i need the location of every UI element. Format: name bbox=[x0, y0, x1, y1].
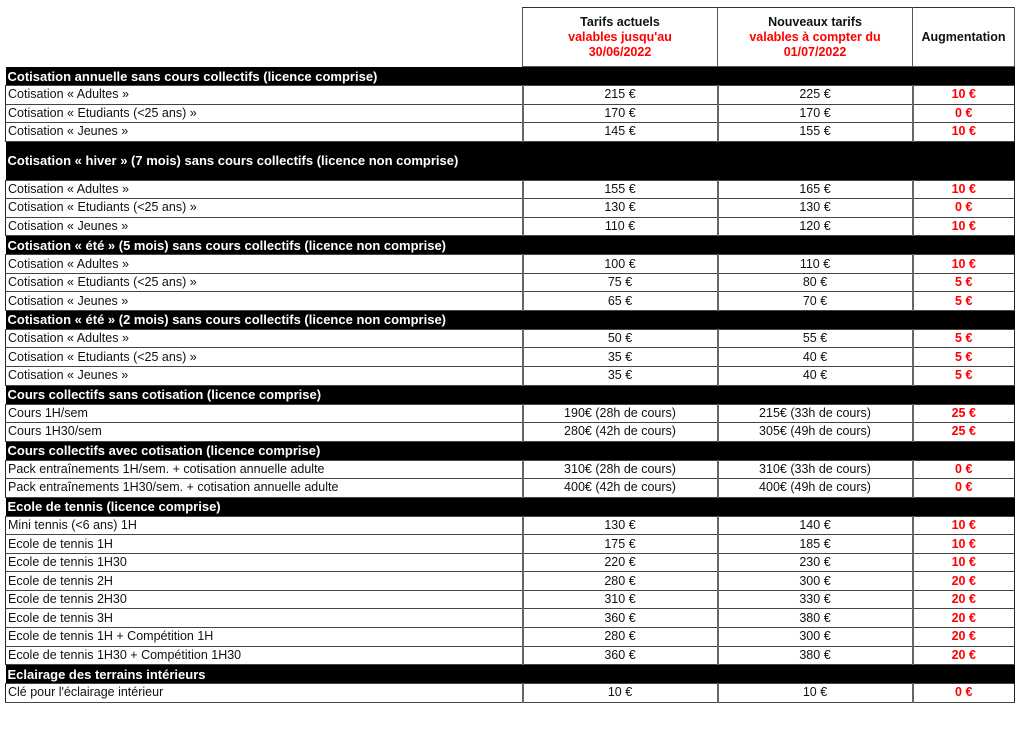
row-label: Cotisation « Jeunes » bbox=[6, 292, 523, 311]
current-price: 360 € bbox=[523, 646, 718, 665]
header-current-date: 30/06/2022 bbox=[588, 44, 652, 59]
section-header-row bbox=[6, 385, 1015, 404]
section-header-row bbox=[6, 441, 1015, 460]
table-row bbox=[6, 86, 1015, 105]
table-body bbox=[6, 67, 1015, 703]
current-price: 170 € bbox=[523, 104, 718, 123]
current-price: 360 € bbox=[523, 609, 718, 628]
current-price: 130 € bbox=[523, 516, 718, 535]
row-label: Ecole de tennis 2H bbox=[6, 572, 523, 591]
row-label: Cotisation « Jeunes » bbox=[6, 367, 523, 386]
current-price: 75 € bbox=[523, 273, 718, 292]
row-label: Cotisation « Etudiants (<25 ans) » bbox=[6, 104, 523, 123]
table-row bbox=[6, 348, 1015, 367]
table-row bbox=[6, 553, 1015, 572]
current-price: 280€ (42h de cours) bbox=[523, 423, 718, 442]
table-row bbox=[6, 367, 1015, 386]
current-price: 110 € bbox=[523, 217, 718, 236]
header-blank-cell bbox=[6, 8, 523, 67]
row-label: Pack entraînements 1H/sem. + cotisation annuelle adulte bbox=[6, 460, 523, 479]
price-increase: 25 € bbox=[913, 423, 1015, 442]
new-price: 310€ (33h de cours) bbox=[718, 460, 913, 479]
table-header-row bbox=[6, 8, 1015, 67]
row-label: Cotisation « Adultes » bbox=[6, 329, 523, 348]
price-increase: 20 € bbox=[913, 590, 1015, 609]
price-increase: 10 € bbox=[913, 217, 1015, 236]
new-price: 225 € bbox=[718, 86, 913, 105]
table-row bbox=[6, 646, 1015, 665]
header-new-date: 01/07/2022 bbox=[783, 44, 847, 59]
section-title: Cotisation annuelle sans cours collectifs (licence comprise) bbox=[6, 67, 1015, 86]
table-row bbox=[6, 684, 1015, 703]
price-increase: 10 € bbox=[913, 516, 1015, 535]
new-price: 40 € bbox=[718, 348, 913, 367]
row-label: Mini tennis (<6 ans) 1H bbox=[6, 516, 523, 535]
current-price: 280 € bbox=[523, 572, 718, 591]
row-label: Cotisation « Adultes » bbox=[6, 180, 523, 199]
table-row bbox=[6, 628, 1015, 647]
current-price: 215 € bbox=[523, 86, 718, 105]
table-row bbox=[6, 516, 1015, 535]
row-label: Cours 1H/sem bbox=[6, 404, 523, 423]
price-increase: 10 € bbox=[913, 123, 1015, 142]
price-increase: 10 € bbox=[913, 553, 1015, 572]
price-increase: 20 € bbox=[913, 646, 1015, 665]
row-label: Cotisation « Jeunes » bbox=[6, 123, 523, 142]
new-price: 165 € bbox=[718, 180, 913, 199]
table-row bbox=[6, 292, 1015, 311]
price-increase: 0 € bbox=[913, 199, 1015, 218]
section-title: Cours collectifs avec cotisation (licence comprise) bbox=[6, 441, 1015, 460]
row-label: Cotisation « Adultes » bbox=[6, 86, 523, 105]
current-price: 280 € bbox=[523, 628, 718, 647]
new-price: 330 € bbox=[718, 590, 913, 609]
new-price: 300 € bbox=[718, 572, 913, 591]
row-label: Ecole de tennis 1H + Compétition 1H bbox=[6, 628, 523, 647]
current-price: 310 € bbox=[523, 590, 718, 609]
new-price: 215€ (33h de cours) bbox=[718, 404, 913, 423]
price-increase: 10 € bbox=[913, 255, 1015, 274]
table-row bbox=[6, 590, 1015, 609]
current-price: 35 € bbox=[523, 367, 718, 386]
current-price: 65 € bbox=[523, 292, 718, 311]
row-label: Cotisation « Etudiants (<25 ans) » bbox=[6, 273, 523, 292]
new-price: 55 € bbox=[718, 329, 913, 348]
new-price: 80 € bbox=[718, 273, 913, 292]
current-price: 310€ (28h de cours) bbox=[523, 460, 718, 479]
section-title: Cotisation « hiver » (7 mois) sans cours collectifs (licence non comprise) bbox=[6, 141, 1015, 180]
price-increase: 5 € bbox=[913, 348, 1015, 367]
current-price: 130 € bbox=[523, 199, 718, 218]
row-label: Clé pour l'éclairage intérieur bbox=[6, 684, 523, 703]
current-price: 175 € bbox=[523, 535, 718, 554]
row-label: Cotisation « Jeunes » bbox=[6, 217, 523, 236]
new-price: 120 € bbox=[718, 217, 913, 236]
table-row bbox=[6, 273, 1015, 292]
section-header-row bbox=[6, 236, 1015, 255]
new-price: 110 € bbox=[718, 255, 913, 274]
row-label: Cotisation « Etudiants (<25 ans) » bbox=[6, 199, 523, 218]
new-price: 305€ (49h de cours) bbox=[718, 423, 913, 442]
current-price: 100 € bbox=[523, 255, 718, 274]
new-price: 230 € bbox=[718, 553, 913, 572]
header-current-tariffs bbox=[523, 8, 718, 67]
table-row bbox=[6, 404, 1015, 423]
header-increase: Augmentation bbox=[913, 8, 1015, 67]
price-increase: 0 € bbox=[913, 479, 1015, 498]
row-label: Ecole de tennis 1H30 bbox=[6, 553, 523, 572]
current-price: 400€ (42h de cours) bbox=[523, 479, 718, 498]
price-increase: 5 € bbox=[913, 329, 1015, 348]
price-increase: 25 € bbox=[913, 404, 1015, 423]
price-increase: 0 € bbox=[913, 460, 1015, 479]
table-row bbox=[6, 104, 1015, 123]
new-price: 300 € bbox=[718, 628, 913, 647]
section-title: Cours collectifs sans cotisation (licence comprise) bbox=[6, 385, 1015, 404]
table-row bbox=[6, 255, 1015, 274]
table-row bbox=[6, 180, 1015, 199]
current-price: 220 € bbox=[523, 553, 718, 572]
new-price: 70 € bbox=[718, 292, 913, 311]
new-price: 140 € bbox=[718, 516, 913, 535]
price-increase: 10 € bbox=[913, 180, 1015, 199]
price-increase: 20 € bbox=[913, 572, 1015, 591]
current-price: 190€ (28h de cours) bbox=[523, 404, 718, 423]
new-price: 130 € bbox=[718, 199, 913, 218]
new-price: 170 € bbox=[718, 104, 913, 123]
row-label: Cotisation « Adultes » bbox=[6, 255, 523, 274]
header-new-tariffs bbox=[718, 8, 913, 67]
tarifs-table bbox=[5, 7, 1015, 703]
price-increase: 10 € bbox=[913, 86, 1015, 105]
new-price: 155 € bbox=[718, 123, 913, 142]
section-header-row bbox=[6, 310, 1015, 329]
table-row bbox=[6, 572, 1015, 591]
header-current-valid-until: valables jusqu'au bbox=[568, 29, 672, 44]
price-increase: 20 € bbox=[913, 628, 1015, 647]
table-row bbox=[6, 123, 1015, 142]
section-title: Eclairage des terrains intérieurs bbox=[6, 665, 1015, 684]
current-price: 155 € bbox=[523, 180, 718, 199]
row-label: Cours 1H30/sem bbox=[6, 423, 523, 442]
table-row bbox=[6, 460, 1015, 479]
row-label: Ecole de tennis 1H30 + Compétition 1H30 bbox=[6, 646, 523, 665]
header-new-valid-from: valables à compter du bbox=[749, 29, 881, 44]
price-increase: 20 € bbox=[913, 609, 1015, 628]
table-row bbox=[6, 479, 1015, 498]
section-header-row bbox=[6, 67, 1015, 86]
section-header-row bbox=[6, 665, 1015, 684]
new-price: 40 € bbox=[718, 367, 913, 386]
new-price: 380 € bbox=[718, 609, 913, 628]
price-increase: 5 € bbox=[913, 367, 1015, 386]
section-header-row bbox=[6, 141, 1015, 180]
table-row bbox=[6, 199, 1015, 218]
price-increase: 5 € bbox=[913, 273, 1015, 292]
row-label: Pack entraînements 1H30/sem. + cotisation annuelle adulte bbox=[6, 479, 523, 498]
section-title: Ecole de tennis (licence comprise) bbox=[6, 497, 1015, 516]
row-label: Cotisation « Etudiants (<25 ans) » bbox=[6, 348, 523, 367]
current-price: 35 € bbox=[523, 348, 718, 367]
table-row bbox=[6, 329, 1015, 348]
row-label: Ecole de tennis 2H30 bbox=[6, 590, 523, 609]
table-row bbox=[6, 423, 1015, 442]
table-row bbox=[6, 609, 1015, 628]
current-price: 10 € bbox=[523, 684, 718, 703]
row-label: Ecole de tennis 3H bbox=[6, 609, 523, 628]
section-header-row bbox=[6, 497, 1015, 516]
price-increase: 0 € bbox=[913, 684, 1015, 703]
section-title: Cotisation « été » (2 mois) sans cours collectifs (licence non comprise) bbox=[6, 310, 1015, 329]
table-row bbox=[6, 535, 1015, 554]
price-increase: 0 € bbox=[913, 104, 1015, 123]
price-increase: 10 € bbox=[913, 535, 1015, 554]
section-title: Cotisation « été » (5 mois) sans cours collectifs (licence non comprise) bbox=[6, 236, 1015, 255]
current-price: 145 € bbox=[523, 123, 718, 142]
new-price: 10 € bbox=[718, 684, 913, 703]
new-price: 380 € bbox=[718, 646, 913, 665]
price-increase: 5 € bbox=[913, 292, 1015, 311]
header-current-title: Tarifs actuels bbox=[580, 14, 660, 29]
new-price: 400€ (49h de cours) bbox=[718, 479, 913, 498]
row-label: Ecole de tennis 1H bbox=[6, 535, 523, 554]
new-price: 185 € bbox=[718, 535, 913, 554]
header-new-title: Nouveaux tarifs bbox=[768, 14, 862, 29]
table-row bbox=[6, 217, 1015, 236]
current-price: 50 € bbox=[523, 329, 718, 348]
